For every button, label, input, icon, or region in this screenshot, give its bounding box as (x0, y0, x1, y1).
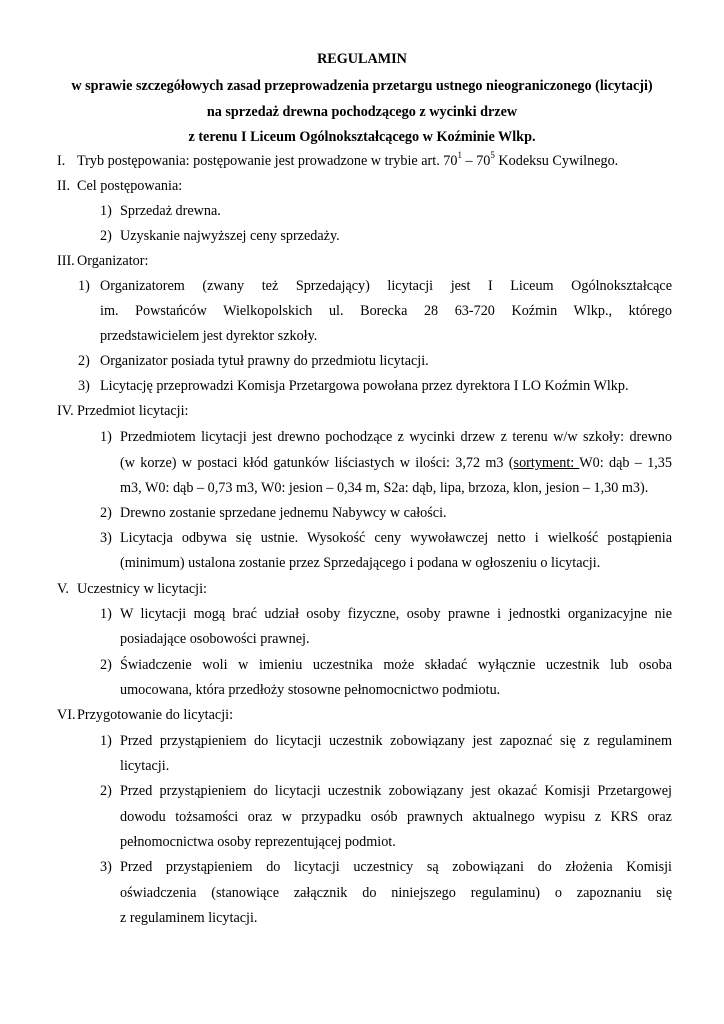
section-6-item-2-line-1: Przed przystąpieniem do licytacji uczestnik zobowiązany jest okazać Komisji Przetargowej (120, 783, 672, 799)
section-3-item-1-number: 1) (78, 278, 90, 294)
section-5-item-1-line-2: posiadające osobowości prawnej. (120, 631, 310, 647)
section-2-item-1-number: 1) (100, 203, 112, 219)
document-subtitle-1: w sprawie szczegółowych zasad przeprowadzenia przetargu ustnego nieograniczonego (licytacji) (71, 78, 653, 94)
section-4-item-1-line-2b: W0: dąb – 1,35 (579, 455, 672, 471)
section-1-number: I. (57, 153, 66, 169)
section-4-item-3-line-2: (minimum) ustalona zostanie przez Sprzedającego i podana w ogłoszeniu o licytacji. (120, 555, 601, 571)
section-5-item-2-line-1: Świadczenie woli w imieniu uczestnika może składać wyłącznie uczestnik lub osoba (120, 657, 672, 673)
section-2-item-2-number: 2) (100, 228, 112, 244)
section-6-item-3-line-3: z regulaminem licytacji. (120, 910, 258, 926)
section-3-heading: Organizator: (77, 253, 149, 269)
section-3-item-1-line-3: przedstawicielem jest dyrektor szkoły. (100, 328, 318, 344)
section-1-sup-a: 1 (457, 150, 462, 161)
section-4-item-2-number: 2) (100, 505, 112, 521)
section-6-item-2-line-3: pełnomocnictwa osoby reprezentującej podmiot. (120, 834, 396, 850)
section-4-item-3-number: 3) (100, 530, 112, 546)
section-2-item-2: Uzyskanie najwyższej ceny sprzedaży. (120, 228, 340, 244)
section-5-item-1-line-1: W licytacji mogą brać udział osoby fizyczne, osoby prawne i jednostki organizacyjne nie (120, 606, 672, 622)
section-3-item-3-number: 3) (78, 378, 90, 394)
section-1-text-a: Tryb postępowania: postępowanie jest prowadzone w trybie art. 70 (77, 153, 458, 169)
section-1-text-b: – 70 (462, 153, 491, 169)
section-1-sup-b: 5 (490, 150, 495, 161)
section-1-text-c: Kodeksu Cywilnego. (494, 153, 619, 169)
section-4-item-1-line-2a: (w korze) w postaci kłód gatunków liściastych w ilości: 3,72 m3 ( (120, 455, 514, 471)
section-6-item-1-line-1: Przed przystąpieniem do licytacji uczestnik zobowiązany jest zapoznać się z regulaminem (120, 733, 672, 749)
section-3-item-1-line-2: im. Powstańców Wielkopolskich ul. Borecka 28 63-720 Koźmin Wlkp., którego (100, 303, 672, 319)
section-4-heading: Przedmiot licytacji: (77, 403, 189, 419)
section-4-item-1-line-2 (120, 454, 672, 472)
section-4-item-1-line-3: m3, W0: dąb – 0,73 m3, W0: jesion – 0,34 m, S2a: dąb, lipa, brzoza, klon, jesion – 1,30 m3). (120, 480, 649, 496)
section-4-item-2: Drewno zostanie sprzedane jednemu Nabywcy w całości. (120, 505, 447, 521)
section-6-item-3-number: 3) (100, 859, 112, 875)
section-3-number: III. (57, 253, 75, 269)
section-6-item-3-line-1: Przed przystąpieniem do licytacji uczestnicy są zobowiązani do złożenia Komisji (120, 859, 672, 875)
section-4-item-1-line-1: Przedmiotem licytacji jest drewno pochodzące z wycinki drzew z terenu w/w szkoły: drewno (120, 429, 672, 445)
section-6-item-1-number: 1) (100, 733, 112, 749)
section-6-item-3-line-2: oświadczenia (stanowiące załącznik do niniejszego regulaminu) o zapoznaniu się (120, 885, 672, 901)
section-5-item-2-line-2: umocowana, która przedłoży stosowne pełnomocnictwo podmiotu. (120, 682, 501, 698)
section-3-item-3: Licytację przeprowadzi Komisja Przetargowa powołana przez dyrektora I LO Koźmin Wlkp. (100, 378, 629, 394)
section-6-item-2-number: 2) (100, 783, 112, 799)
section-6-item-1-line-2: licytacji. (120, 758, 170, 774)
section-3-item-2: Organizator posiada tytuł prawny do przedmiotu licytacji. (100, 353, 429, 369)
section-2-number: II. (57, 178, 70, 194)
section-5-heading: Uczestnicy w licytacji: (77, 581, 208, 597)
section-5-item-2-number: 2) (100, 657, 112, 673)
document-subtitle-2: na sprzedaż drewna pochodzącego z wycinki drzew (206, 104, 518, 120)
section-6-item-2-line-2: dowodu tożsamości oraz w przypadku osób prawnych aktualnego wypisu z KRS oraz (120, 809, 672, 825)
section-5-item-1-number: 1) (100, 606, 112, 622)
document-subtitle-3: z terenu I Liceum Ogólnokształcącego w Koźminie Wlkp. (188, 129, 536, 145)
section-3-item-1-line-1: Organizatorem (zwany też Sprzedający) licytacji jest I Liceum Ogólnokształcące (100, 278, 672, 294)
section-6-heading: Przygotowanie do licytacji: (77, 707, 234, 723)
sortyment-label: sortyment: (513, 455, 580, 471)
section-6-number: VI. (57, 707, 76, 723)
section-5-number: V. (57, 581, 69, 597)
section-1-text (77, 152, 618, 170)
section-3-item-2-number: 2) (78, 353, 90, 369)
document-title: REGULAMIN (317, 51, 407, 67)
section-2-item-1: Sprzedaż drewna. (120, 203, 221, 219)
section-4-number: IV. (57, 403, 74, 419)
section-4-item-3-line-1: Licytacja odbywa się ustnie. Wysokość ceny wywoławczej netto i wielkość postąpienia (120, 530, 672, 546)
section-4-item-1-number: 1) (100, 429, 112, 445)
section-2-heading: Cel postępowania: (77, 178, 183, 194)
